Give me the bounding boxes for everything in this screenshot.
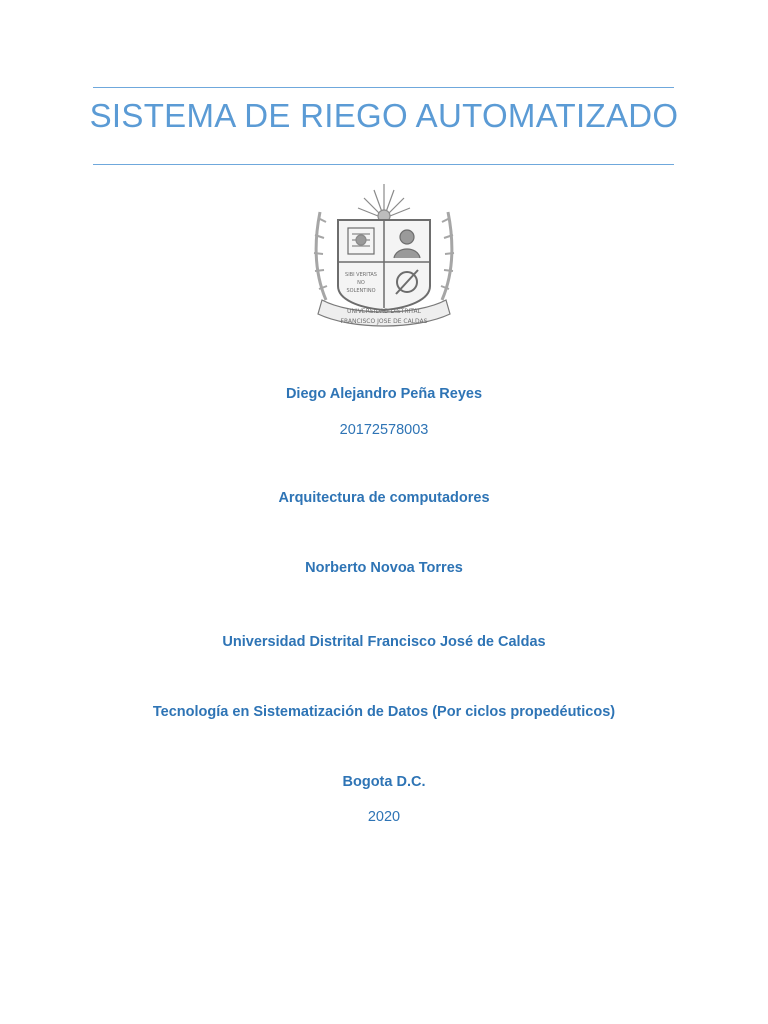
crest-motto: SIBI VERITAS [345,272,377,278]
document-title: SISTEMA DE RIEGO AUTOMATIZADO [89,97,679,134]
author-name: Diego Alejandro Peña Reyes [285,386,483,402]
course-name: Arquitectura de computadores [278,490,490,506]
university-crest [312,182,456,334]
university-name: Universidad Distrital Francisco José de Caldas [222,634,546,650]
svg-text:SOLENTINO: SOLENTINO [346,288,376,294]
title-bottom-rule [93,164,674,165]
svg-text:NO: NO [357,280,365,286]
crest-ribbon-top: UNIVERSIDAD DISTRITAL [347,308,421,315]
program-name: Tecnología en Sistematización de Datos (Por ciclos propedéuticos) [152,704,616,720]
city: Bogota D.C. [342,774,426,790]
professor-name: Norberto Novoa Torres [305,560,463,576]
year: 2020 [367,809,401,825]
title-top-rule [93,87,674,88]
crest-ribbon-bottom: FRANCISCO JOSE DE CALDAS [340,318,428,325]
student-code: 20172578003 [339,422,429,438]
